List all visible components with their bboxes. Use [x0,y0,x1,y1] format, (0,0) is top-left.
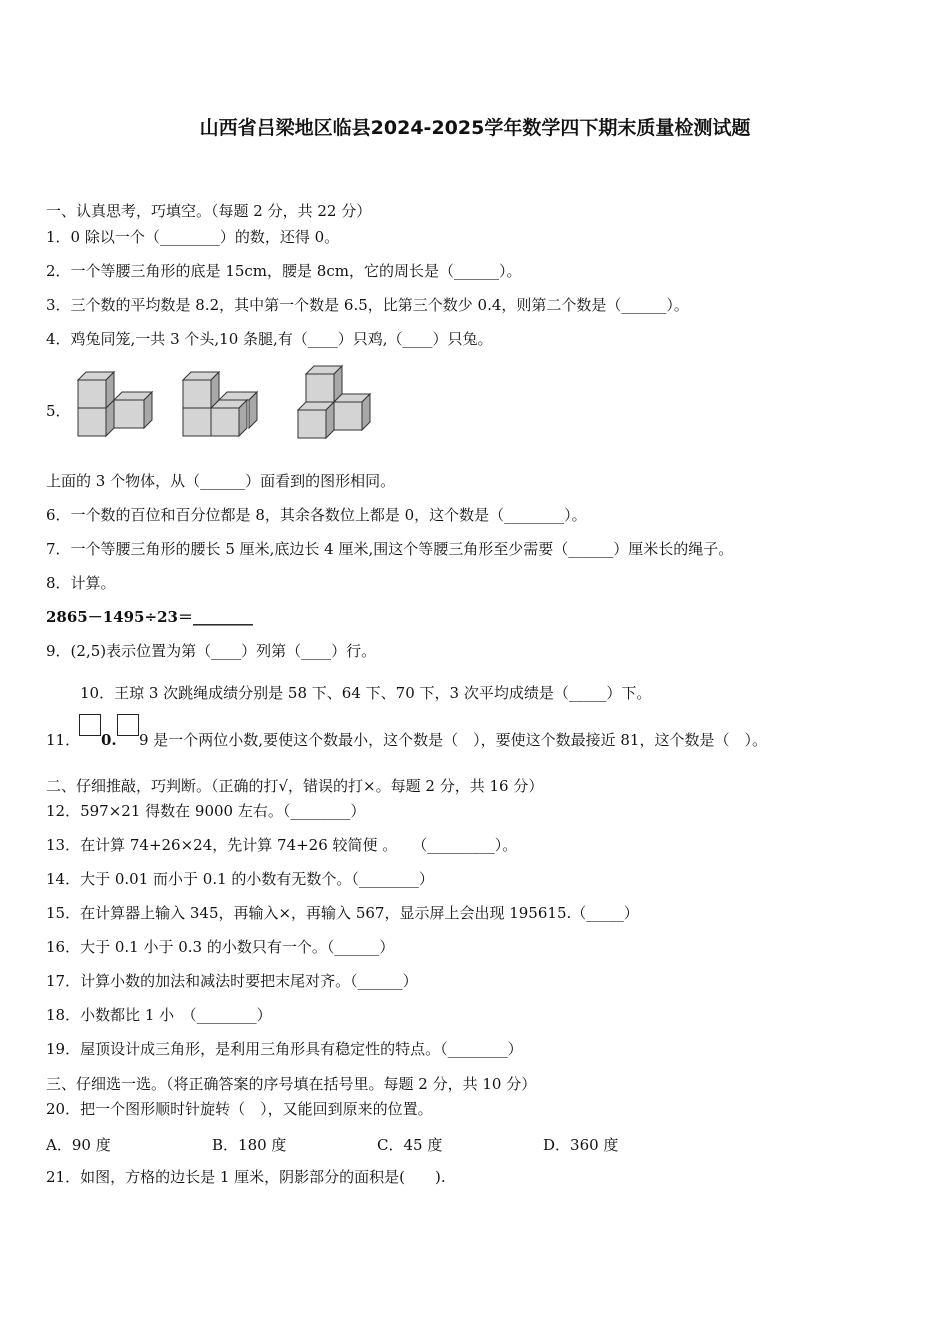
section-3-heading: 三、仔细选一选。（将正确答案的序号填在括号里。每题 2 分，共 10 分） [46,1075,537,1093]
question-9: 9．(2,5)表示位置为第（____）列第（____）行。 [46,642,377,660]
question-2: 2．一个等腰三角形的底是 15cm，腰是 8cm，它的周长是（______）。 [46,262,522,280]
section-1-heading: 一、认真思考，巧填空。（每题 2 分，共 22 分） [46,202,372,220]
option-c[interactable]: C．45 度 [377,1136,443,1154]
question-5-number: 5． [46,402,71,420]
question-19: 19．屋顶设计成三角形，是利用三角形具有稳定性的特点。（________） [46,1040,523,1058]
question-12: 12．597×21 得数在 9000 左右。（________） [46,802,366,820]
question-4: 4．鸡兔同笼,一共 3 个头,10 条腿,有（____）只鸡,（____）只兔。 [46,330,493,348]
question-3: 3．三个数的平均数是 8.2，其中第一个数是 6.5，比第三个数少 0.4，则第二个数是（______）。 [46,296,689,314]
option-b[interactable]: B．180 度 [212,1136,287,1154]
question-11-number: 11． [46,731,81,749]
question-14: 14．大于 0.01 而小于 0.1 的小数有无数个。（________） [46,870,434,888]
cube-figure-1 [76,362,156,442]
question-8-expression: 2865－1495÷23＝________ [46,608,253,626]
question-11-zero: 0. [101,731,117,749]
cube-figure-3 [296,362,376,442]
question-18: 18．小数都比 1 小 （________） [46,1006,272,1024]
question-6: 6．一个数的百位和百分位都是 8，其余各数位上都是 0，这个数是（________）。 [46,506,587,524]
section-2-heading: 二、仔细推敲，巧判断。（正确的打√，错误的打×。每题 2 分，共 16 分） [46,777,544,795]
question-7: 7．一个等腰三角形的腰长 5 厘米,底边长 4 厘米,围这个等腰三角形至少需要（______）厘米长的绳子。 [46,540,734,558]
option-a[interactable]: A．90 度 [46,1136,111,1154]
answer-box-2[interactable] [117,714,139,736]
question-20: 20．把一个图形顺时针旋转（ ），又能回到原来的位置。 [46,1100,433,1118]
question-15: 15．在计算器上输入 345，再输入×，再输入 567，显示屏上会出现 195615.（_____） [46,904,639,922]
question-17: 17．计算小数的加法和减法时要把末尾对齐。（______） [46,972,418,990]
question-16: 16．大于 0.1 小于 0.3 的小数只有一个。（______） [46,938,395,956]
page-title: 山西省吕梁地区临县2024-2025学年数学四下期末质量检测试题 [199,117,751,139]
question-5-text: 上面的 3 个物体，从（______）面看到的图形相同。 [46,472,396,490]
question-11-text: 9 是一个两位小数,要使这个数最小，这个数是（ ），要使这个数最接近 81，这个数是（ ）。 [139,731,767,749]
question-13: 13．在计算 74+26×24，先计算 74+26 较简便 。 （_________）。 [46,836,518,854]
question-1: 1．0 除以一个（________）的数，还得 0。 [46,228,340,246]
question-8: 8．计算。 [46,574,116,592]
cube-figure-2 [181,362,261,442]
question-21: 21．如图，方格的边长是 1 厘米，阴影部分的面积是( ). [46,1168,446,1186]
option-d[interactable]: D．360 度 [543,1136,619,1154]
answer-box-1[interactable] [79,714,101,736]
question-10: 10．王琼 3 次跳绳成绩分别是 58 下、64 下、70 下，3 次平均成绩是（_____）下。 [80,684,652,702]
